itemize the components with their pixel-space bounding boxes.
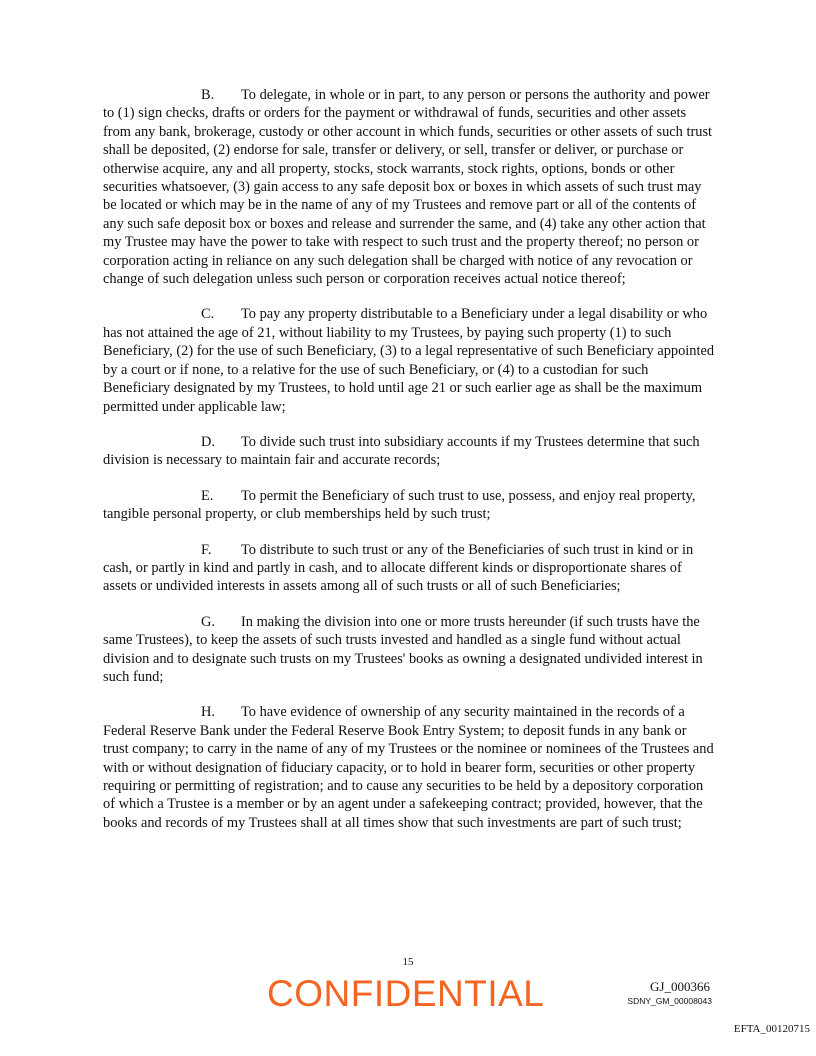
paragraph-g (103, 613, 715, 687)
page-number: 15 (402, 956, 414, 968)
paragraph-d (103, 433, 715, 470)
paragraph-f (103, 541, 715, 596)
bates-gj-code: GJ_000366 (650, 979, 710, 994)
bates-efta-code: EFTA_00120715 (733, 1023, 810, 1035)
paragraph-h (103, 703, 715, 832)
paragraph-letter: E. (201, 487, 214, 504)
bates-sdny-code: SDNY_GM_00008043 (627, 996, 712, 1006)
paragraph-text: To have evidence of ownership of any security maintained in the records of a Federal Reserve Bank under the Federal Reserve Book Entry System; to deposit funds in any bank or trust company; to carry in the name of any of my Trustees or the nominee or nominees of the Trustees and with or without designation of fiduciary capacity, or to hold in bearer form, securities or other property requiring or permitting of registration; and to cause any securities to be held by a depository corporation of which a Trustee is a member or by an agent under a safekeeping contract; provided, however, that the books and records of my Trustees shall at all times show that such investments are part of such trust; (103, 704, 714, 831)
paragraph-letter: H. (201, 704, 215, 721)
paragraph-text: To divide such trust into subsidiary accounts if my Trustees determine that such division is necessary to maintain fair and accurate records; (103, 433, 700, 469)
paragraph-letter: B. (201, 87, 215, 103)
paragraph-letter: F. (201, 541, 212, 558)
paragraph-text: To delegate, in whole or in part, to any person or persons the authority and power to (1) sign checks, drafts or orders for the payment or withdrawal of funds, securities and other assets from any bank, brokerage, custody or other account in which funds, securities or other assets of such trust shall be deposited, (2) endorse for sale, transfer or delivery, or sell, transfer or deliver, or purchase or otherwise acquire, any and all property, stocks, stock warrants, stock rights, options, bonds or other securities whatsoever, (3) gain access to any safe deposit box or boxes in which assets of such trust may be located or which may be in the name of any of my Trustees and remove part or all of the contents of any such safe deposit box or boxes and release and surrender the same, and (4) take any other action that my Trustee may have the power to take with respect to such trust and the property thereof; no person or corporation acting in reliance on any such delegation shall be charged with notice of any revocation or change of such delegation unless such person or corporation receives actual notice thereof; (103, 87, 713, 288)
paragraph-text: To pay any property distributable to a Beneficiary under a legal disability or who has not attained the age of 21, without liability to my Trustees, by paying such property (1) to such Beneficiary, (2) for the use of such Beneficiary, (3) to a legal representative of such Beneficiary appointed by a court or if none, to a relative for the use of such Beneficiary, or (4) to a custodian for such Beneficiary designated by my Trustees, to hold until age 21 or such earlier age as shall be the maximum permitted under applicable law; (103, 306, 715, 415)
paragraph-e (103, 487, 715, 524)
paragraph-text: In making the division into one or more trusts hereunder (if such trusts have the same Trustees), to keep the assets of such trusts invested and handled as a single fund without actual division and to designate such trusts on my Trustees' books as owning a designated undivided interest in such fund; (103, 613, 703, 685)
paragraph-letter: D. (201, 433, 215, 450)
paragraph-text: To permit the Beneficiary of such trust to use, possess, and enjoy real property, tangible personal property, or club memberships held by such trust; (103, 487, 696, 523)
paragraph-b (103, 86, 715, 288)
paragraph-text: To distribute to such trust or any of the Beneficiaries of such trust in kind or in cash, or partly in kind and partly in cash, and to allocate different kinds or disproportionate shares of assets or undivided interests in assets among all of such trusts or all of such Beneficiaries; (103, 541, 694, 595)
confidential-stamp: CONFIDENTIAL (267, 973, 545, 1014)
document-body (103, 86, 715, 849)
paragraph-c (103, 305, 715, 415)
paragraph-letter: G. (201, 613, 215, 630)
paragraph-letter: C. (201, 306, 215, 323)
